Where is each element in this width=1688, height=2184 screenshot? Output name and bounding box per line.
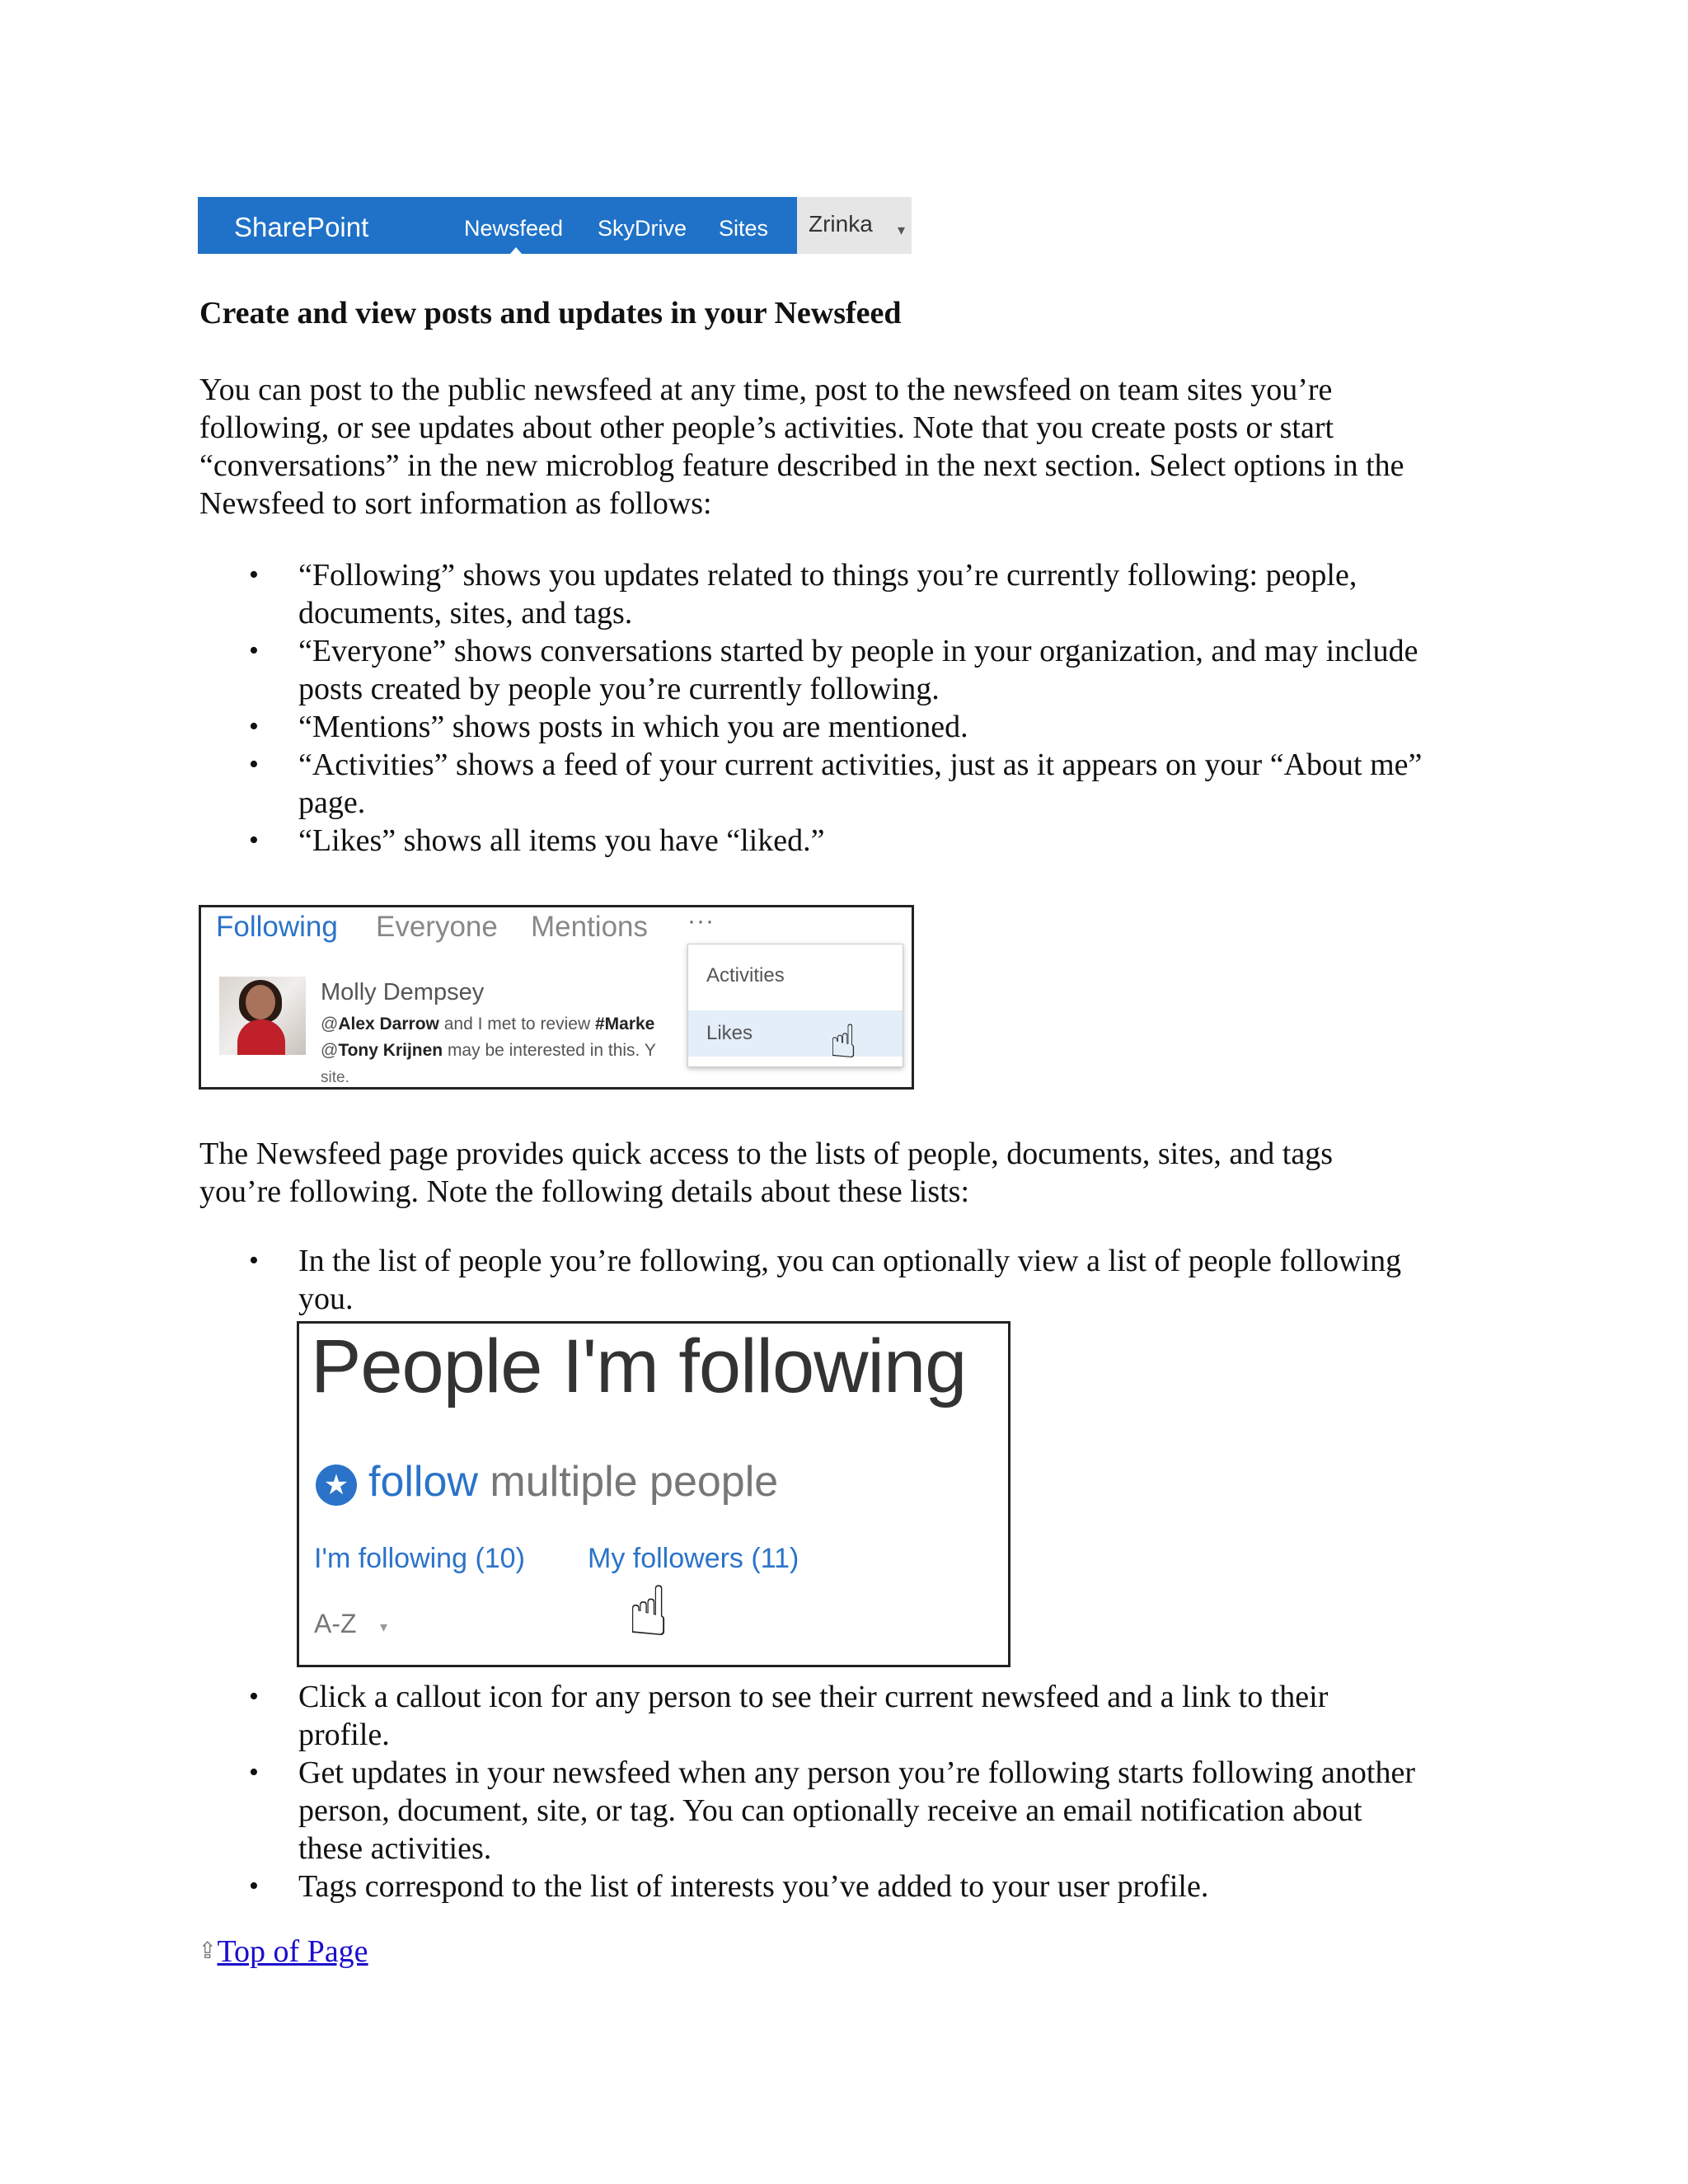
bullet-dot: •: [249, 711, 259, 742]
bullet-dot: •: [249, 560, 259, 590]
bullet-line: you.: [298, 1282, 354, 1316]
up-arrow-icon: ⇪: [198, 1938, 218, 1964]
mention-alex-darrow[interactable]: Alex Darrow: [338, 1015, 439, 1033]
bullet-line: posts created by people you’re currently following.: [298, 672, 940, 706]
im-following-link[interactable]: I'm following (10): [314, 1543, 525, 1574]
bullet-line: “Likes” shows all items you have “liked.”: [298, 823, 825, 858]
top-of-page: [198, 1933, 368, 1971]
bullet-line: In the list of people you’re following, you can optionally view a list of people following: [298, 1244, 1402, 1278]
follow-multiple-people-link[interactable]: [368, 1457, 778, 1507]
newsfeed-screenshot: [199, 905, 914, 1090]
paragraph-line: The Newsfeed page provides quick access to the lists of people, documents, sites, and tags: [199, 1137, 1334, 1171]
hashtag-link[interactable]: #Marke: [594, 1015, 655, 1033]
bullet-dot: •: [249, 1245, 259, 1276]
hand-pointer-icon: ☝: [829, 1015, 858, 1067]
people-following-title: People I'm following: [311, 1324, 967, 1408]
bullet-line: profile.: [298, 1718, 390, 1752]
bullet-line: Click a callout icon for any person to see their current newsfeed and a link to their: [298, 1680, 1329, 1714]
sharepoint-brand[interactable]: SharePoint: [234, 212, 369, 242]
sort-dropdown[interactable]: A-Z: [314, 1609, 357, 1638]
bullet-line: Tags correspond to the list of interests you’ve added to your user profile.: [298, 1869, 1209, 1904]
suite-bar-blue-section: [198, 197, 797, 254]
intro-line: Newsfeed to sort information as follows:: [199, 486, 712, 521]
intro-paragraph: [199, 371, 1404, 523]
intro-line: following, or see updates about other people’s activities. Note that you create posts or start: [199, 410, 1334, 445]
user-dropdown-icon[interactable]: ▾: [898, 222, 906, 238]
bullet-line: person, document, site, or tag. You can optionally receive an email notification about: [298, 1793, 1362, 1828]
sharepoint-suite-bar: [198, 197, 912, 254]
hand-pointer-icon: ☝: [627, 1572, 670, 1650]
mention-prefix: @: [321, 1041, 339, 1060]
bullet-dot: •: [249, 1757, 259, 1788]
bullet-dot: •: [249, 635, 259, 666]
nav-sites[interactable]: Sites: [719, 216, 769, 241]
more-options-icon[interactable]: ···: [687, 907, 715, 935]
bullet-dot: •: [249, 749, 259, 780]
lists-paragraph: [199, 1135, 1333, 1211]
avatar-face: [246, 985, 275, 1019]
chevron-down-icon[interactable]: ▾: [380, 1619, 388, 1635]
bullet-line: “Activities” shows a feed of your current activities, just as it appears on your “About me”: [298, 748, 1423, 782]
bullet-line: “Mentions” shows posts in which you are mentioned.: [298, 710, 968, 744]
my-followers-link[interactable]: My followers (11): [588, 1543, 799, 1574]
paragraph-line: you’re following. Note the following details about these lists:: [199, 1174, 970, 1209]
tab-everyone[interactable]: Everyone: [376, 911, 498, 943]
user-name[interactable]: Zrinka: [809, 211, 873, 237]
post-text: and I met to review: [438, 1015, 595, 1033]
bullet-dot: •: [249, 825, 259, 855]
post-text: may be interested in this. Y: [443, 1041, 656, 1060]
bullet-line: page.: [298, 785, 366, 820]
menu-item-label: Likes: [706, 1022, 753, 1044]
bullet-dot: •: [249, 1681, 259, 1712]
active-nav-caret-icon: [510, 247, 522, 254]
bullet-line: “Everyone” shows conversations started by people in your organization, and may include: [298, 634, 1418, 668]
post-text-line: [321, 1015, 654, 1034]
follow-rest: multiple people: [477, 1458, 779, 1506]
menu-item-likes[interactable]: [688, 1010, 903, 1057]
bullet-line: Get updates in your newsfeed when any person you’re following starts following another: [298, 1755, 1415, 1790]
post-author-name[interactable]: Molly Dempsey: [321, 979, 485, 1005]
bullet-line: these activities.: [298, 1831, 492, 1866]
bullet-line: “Following” shows you updates related to things you’re currently following: people,: [298, 558, 1357, 593]
mention-tony-krijnen[interactable]: Tony Krijnen: [338, 1041, 443, 1060]
menu-item-activities[interactable]: [688, 953, 903, 999]
intro-line: You can post to the public newsfeed at any time, post to the newsfeed on team sites you’re: [199, 373, 1333, 407]
bullet-dot: •: [249, 1871, 259, 1901]
intro-line: “conversations” in the new microblog feature described in the next section. Select options in the: [199, 448, 1404, 483]
nav-skydrive[interactable]: SkyDrive: [598, 216, 687, 241]
mention-prefix: @: [321, 1015, 339, 1033]
tab-mentions[interactable]: Mentions: [531, 911, 649, 943]
user-menu[interactable]: [797, 197, 912, 254]
more-options-menu: [687, 944, 903, 1067]
people-following-screenshot: [297, 1321, 1010, 1667]
bullet-line: documents, sites, and tags.: [298, 596, 633, 630]
avatar[interactable]: [219, 977, 306, 1055]
nav-newsfeed[interactable]: Newsfeed: [464, 216, 564, 241]
post-text-line: [321, 1041, 656, 1061]
section-heading: Create and view posts and updates in your Newsfeed: [199, 296, 902, 330]
star-icon[interactable]: ★: [316, 1465, 357, 1506]
menu-item-label: Activities: [706, 964, 785, 987]
follow-word: follow: [368, 1458, 478, 1506]
avatar-body: [237, 1019, 285, 1055]
tab-following[interactable]: Following: [216, 911, 338, 943]
post-text-line: site.: [321, 1069, 349, 1086]
top-of-page-link[interactable]: Top of Page: [217, 1934, 368, 1969]
